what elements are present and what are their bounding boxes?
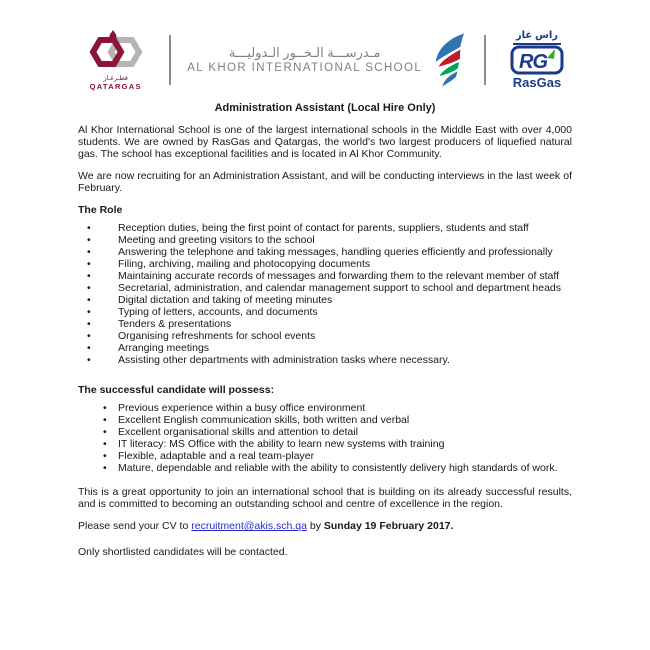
intro-paragraph: Al Khor International School is one of the largest international schools in the Middle East with over 4,000 students. We are owned by RasGas and Qatargas, the world's two largest producers of liquefied natural gas. The school has exceptional facilities and is located in Al Khor Community. (78, 124, 572, 160)
list-item: • Reception duties, being the first point of contact for parents, suppliers, students and staff (78, 222, 572, 234)
list-item: • Filing, archiving, mailing and photocopying documents (78, 258, 572, 270)
list-item: • Excellent English communication skills, both written and verbal (78, 414, 572, 426)
rasgas-monogram-icon (510, 45, 564, 75)
recruiting-paragraph: We are now recruiting for an Administration Assistant, and will be conducting interviews in the last week of February. (78, 170, 572, 194)
logo-divider (484, 35, 486, 85)
header-logos (78, 26, 572, 94)
logo-divider (169, 35, 171, 85)
list-item: • Excellent organisational skills and attention to detail (78, 426, 572, 438)
list-item: • Mature, dependable and reliable with the ability to consistently delivery high standards of work. (78, 462, 572, 474)
list-item: • Flexible, adaptable and a real team-player (78, 450, 572, 462)
akis-name-text: AL KHOR INTERNATIONAL SCHOOL (187, 62, 423, 74)
list-item: • Assisting other departments with administration tasks where necessary. (78, 354, 572, 366)
svg-text:RG: RG (518, 51, 547, 73)
qatargas-wordmark: QATARGAS (89, 81, 142, 91)
qatargas-monogram-icon (89, 30, 143, 74)
rasgas-logo (502, 30, 572, 90)
list-item: • IT literacy: MS Office with the ability to learn new systems with training (78, 438, 572, 450)
shortlist-note: Only shortlisted candidates will be contacted. (78, 546, 288, 558)
list-item: • Secretarial, administration, and calendar management support to school and department heads (78, 282, 572, 294)
list-item: • Typing of letters, accounts, and documents (78, 306, 572, 318)
candidate-bullet-list (78, 402, 572, 474)
list-item: • Tenders & presentations (78, 318, 572, 330)
list-item: • Organising refreshments for school events (78, 330, 572, 342)
cv-instruction-line (78, 520, 572, 532)
section-heading-candidate: The successful candidate will possess: (78, 384, 275, 396)
qatargas-arabic-text: قطـرغـاز (103, 74, 128, 82)
rasgas-wordmark: RasGas (512, 75, 562, 90)
qatargas-logo (78, 30, 153, 91)
rasgas-arabic-text: راس غاز (513, 30, 561, 45)
section-heading-role: The Role (78, 204, 123, 216)
akis-arabic-text: مـدرســـة الـخــور الـدوليـــة (228, 45, 381, 60)
list-item: • Maintaining accurate records of messages and forwarding them to the relevant member of staff (78, 270, 572, 282)
akis-logo (187, 32, 468, 88)
recruitment-email-link[interactable]: recruitment@akis.sch.qa (191, 520, 307, 532)
cv-prefix-text: Please send your CV to (78, 520, 192, 532)
list-item: • Answering the telephone and taking messages, handling queries efficiently and professionally (78, 246, 572, 258)
opportunity-paragraph: This is a great opportunity to join an international school that is building on its already successful results, and is committed to becoming an outstanding school and centre of excellence in the region. (78, 486, 572, 510)
cv-connector-text: by (306, 520, 324, 532)
list-item: • Meeting and greeting visitors to the school (78, 234, 572, 246)
role-bullet-list (78, 222, 572, 366)
list-item: • Digital dictation and taking of meeting minutes (78, 294, 572, 306)
page-title: Administration Assistant (Local Hire Only) (214, 102, 436, 114)
list-item: • Previous experience within a busy office environment (78, 402, 572, 414)
cv-deadline-text: Sunday 19 February 2017. (323, 520, 454, 532)
list-item: • Arranging meetings (78, 342, 572, 354)
akis-flame-icon (430, 32, 468, 88)
